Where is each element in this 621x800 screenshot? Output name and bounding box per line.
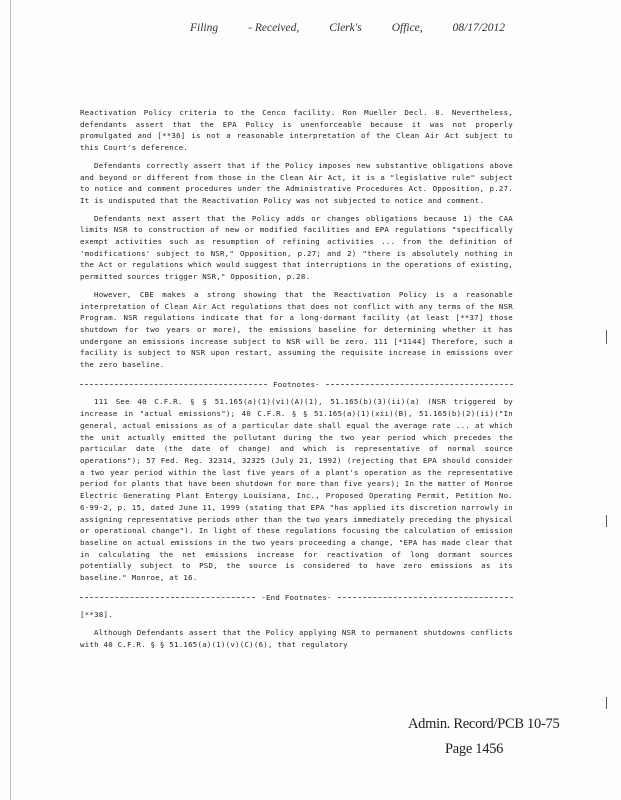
paragraph: Defendants correctly assert that if the Policy imposes new substantive obligations above and beyond or different from those in the Clean Air Act, it is a "legislative rule" subject to notice and comment procedures under the Administrative Procedures Act. Opposition, p.27. It is undisputed that the Reactivation Policy was not subjected to notice and comment.: [80, 160, 513, 205]
header-office: Office,: [391, 22, 423, 34]
header-date: 08/17/2012: [452, 22, 506, 34]
footnotes-divider: [80, 379, 513, 391]
document-body: [80, 107, 513, 657]
header-clerk: Clerk's: [329, 22, 362, 34]
end-footnotes-divider: [80, 592, 513, 604]
paragraph: Defendants next assert that the Policy adds or changes obligations because 1) the CAA limits NSR to construction of new or modified facilities and EPA regulations "specifically exempt activities such as resumption of refining activities ... from the definition of 'modifications' subject to NSR," Opposition, p.27; and 2) "there is absolutely nothing in the Act or regulations which would suggest that interruptions in the operations of existing, permitted sources trigger NSR," Opposition, p.28.: [80, 213, 513, 282]
paragraph: However, CBE makes a strong showing that the Reactivation Policy is a reasonable interpretation of Clean Air Act regulations that does not conflict with any terms of the NSR Program. NSR regulations indicate that for a long-dormant facility (at least [**37] those shutdown for two years or more), the emissions baseline for determining whether it has undergone an emissions increase subject to NSR will be zero. 111 [*1144] Therefore, such a facility is subject to NSR upon restart, assuming the requisite increase in emissions over the zero baseline.: [80, 289, 513, 370]
scan-mark: [606, 697, 607, 709]
header-received: - Received,: [248, 22, 300, 34]
scan-mark: [606, 330, 607, 344]
footnotes-label: Footnotes-: [273, 379, 320, 389]
paragraph: Reactivation Policy criteria to the Cenco facility. Ron Mueller Decl. 8. Nevertheless, defendants assert that the EPA Policy is unenforceable because it was not properly promulgated and [**36] is not a reasonable interpretation of the Clean Air Act subject to this Court's deference.: [80, 108, 513, 153]
end-footnotes-label: -End Footnotes-: [261, 592, 332, 602]
filing-header: [190, 22, 535, 34]
page-border: [10, 0, 11, 800]
page-number-stamp: Page 1456: [445, 741, 504, 757]
scan-mark: [606, 515, 607, 527]
paragraph: Although Defendants assert that the Policy applying NSR to permanent shutdowns conflicts with 40 C.F.R. § § 51.165(a)(1)(v)(C)(6), that regulatory: [80, 628, 513, 649]
page-marker: [**38].: [80, 610, 113, 620]
admin-record-stamp: Admin. Record/PCB 10-75: [408, 716, 560, 732]
footnote: 111 See 40 C.F.R. § § 51.165(a)(1)(vi)(A)(1), 51.165(b)(3)(ii)(a) (NSR triggered by increase in "actual emissions"); 40 C.F.R. § § 51.165(a)(1)(xii)(B), 51.165(b)(2)(ii)("In general, actual emissions as of a particular date shall equal the average rate ... at which the unit actually emitted the pollutant during the two year period which precedes the particular date (the date of change) and which is representative of normal source operations"); 57 Fed. Reg. 32314, 32325 (July 21, 1992) (rejecting that EPA should consider a two year period within the last five years of a plant's operation as the representative period for plants that have been shutdown for more than five years); In the matter of Monroe Electric Generating Plant Entergy Louisiana, Inc., Proposed Operating Permit, Petition No. 6-99-2, p. 15, dated June 11, 1999 (stating that EPA "has applied its discretion narrowly in assigning representative periods other than the two years immediately preceding the physical or operational change"). In light of these regulations focusing the calculation of emission baseline on actual emissions in the two years proceeding a change, "EPA has made clear that in calculating the net emissions increase for reactivation of long dormant sources potentially subject to PSD, the source is considered to have zero emissions as its baseline." Monroe, at 16.: [80, 397, 513, 583]
header-filing: Filing: [190, 22, 219, 34]
